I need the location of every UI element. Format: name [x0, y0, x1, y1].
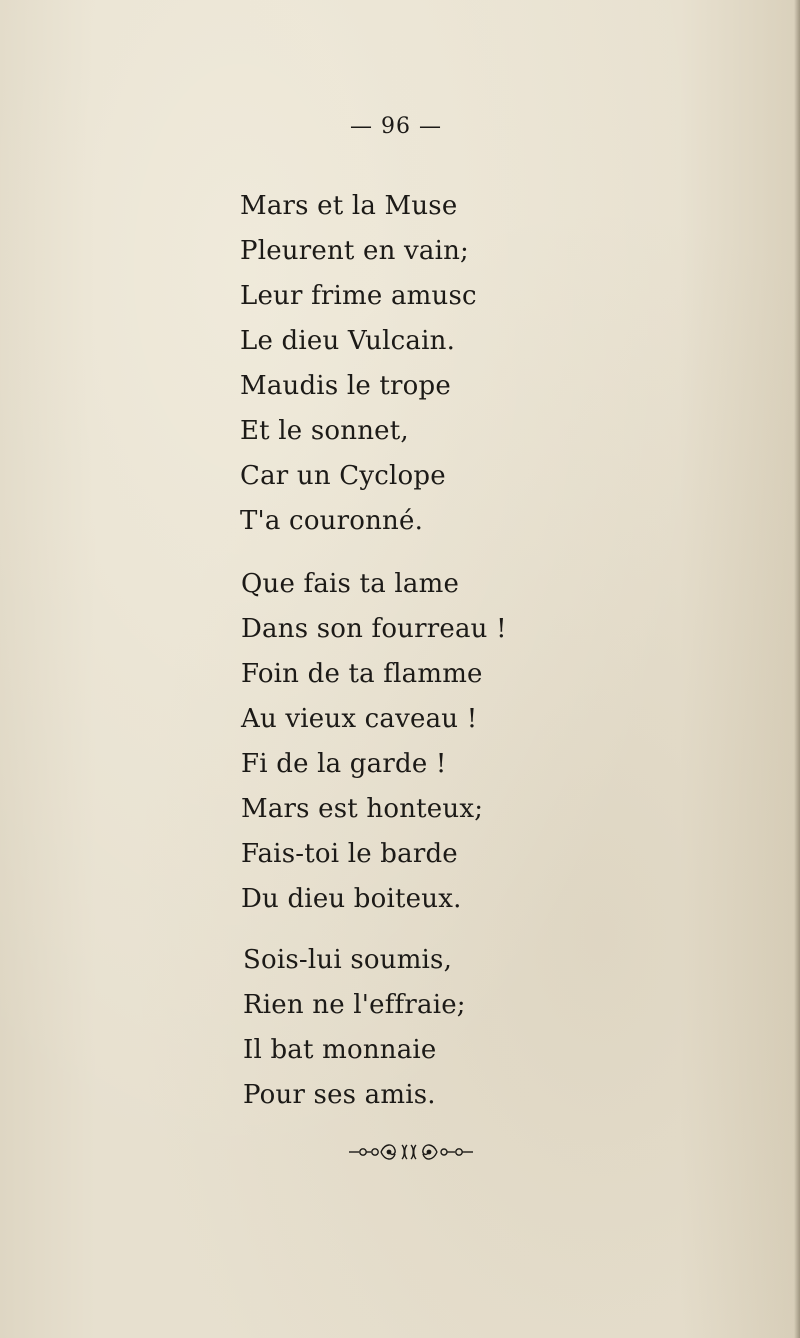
page-number: — 96 — — [350, 114, 442, 139]
verse-line: Foin de ta flamme — [241, 659, 483, 689]
fleuron-tailpiece-icon — [12, 1140, 800, 1164]
verse-line: Car un Cyclope — [240, 461, 446, 491]
verse-line: Rien ne l'effraie; — [243, 990, 466, 1020]
verse-line: Mars et la Muse — [240, 191, 458, 221]
verse-line: Que fais ta lame — [241, 569, 460, 599]
verse-line: Au vieux caveau ! — [241, 704, 478, 734]
verse-line: Et le sonnet, — [240, 416, 409, 446]
stanza — [240, 184, 477, 544]
verse-line: Maudis le trope — [240, 371, 451, 401]
verse-line: Le dieu Vulcain. — [240, 326, 456, 356]
verse-line: T'a couronné. — [240, 506, 424, 536]
verse-line: Pour ses amis. — [243, 1080, 436, 1110]
page-edge-shadow — [794, 0, 800, 1338]
verse-line: Mars est honteux; — [241, 794, 484, 824]
stanza — [243, 938, 466, 1118]
verse-line: Dans son fourreau ! — [241, 614, 507, 644]
verse-line: Leur frime amusc — [240, 281, 477, 311]
verse-line: Fais-toi le barde — [241, 839, 458, 869]
verse-line: Il bat monnaie — [243, 1035, 437, 1065]
verse-line: Du dieu boiteux. — [241, 884, 462, 914]
verse-line: Pleurent en vain; — [240, 236, 470, 266]
verse-line: Fi de la garde ! — [241, 749, 447, 779]
verse-line: Sois-lui soumis, — [243, 945, 453, 975]
stanza — [241, 562, 507, 922]
